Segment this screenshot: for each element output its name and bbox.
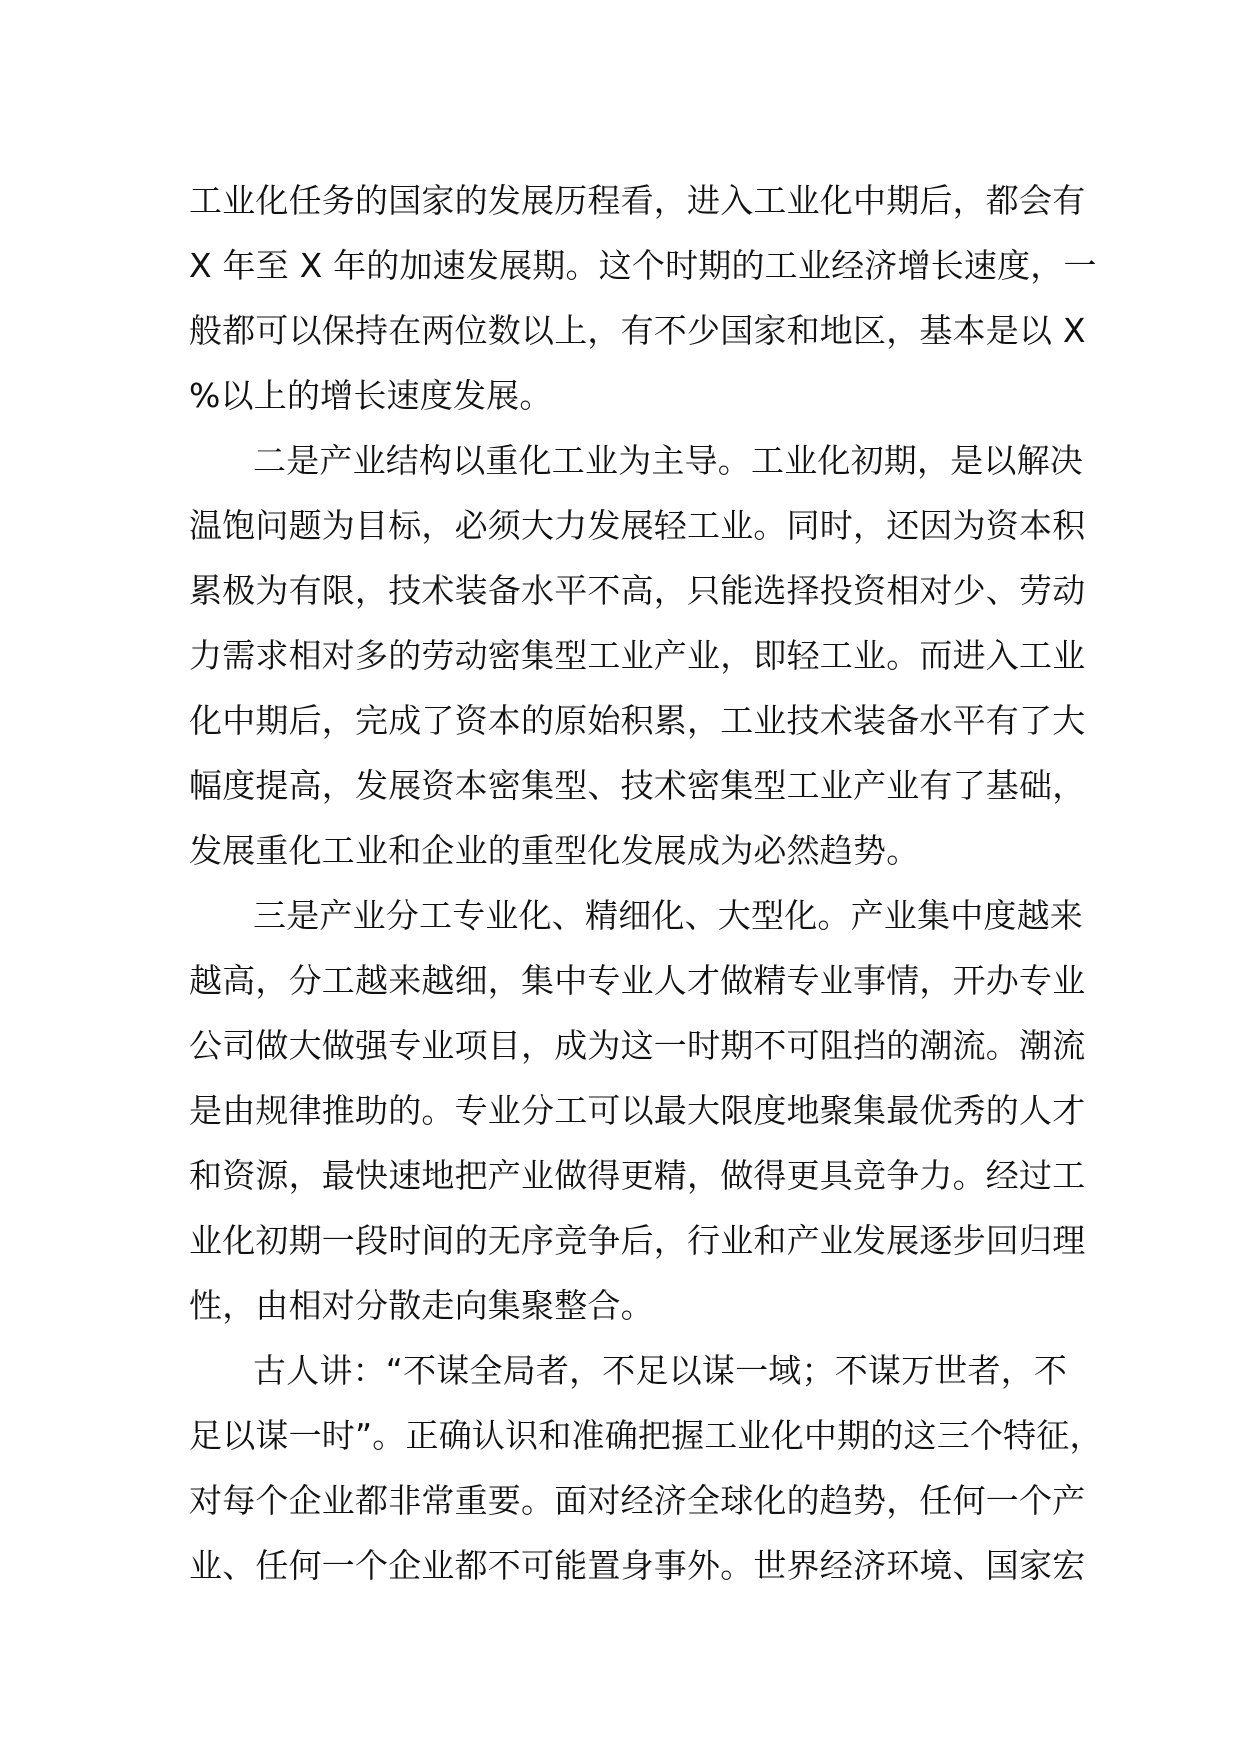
- paragraph-4-line-2: 足以谋一时”。正确认识和准确把握工业化中期的这三个特征，: [189, 1416, 1103, 1455]
- paragraph-3-line-6: 业化初期一段时间的无序竞争后，行业和产业发展逐步回归理: [189, 1221, 1086, 1260]
- document-body: [189, 168, 1103, 1598]
- paragraph-3-line-1: 三是产业分工专业化、精细化、大型化。产业集中度越来: [253, 896, 1083, 935]
- paragraph-4-line-1: 古人讲：“不谋全局者，不足以谋一域；不谋万世者，不: [253, 1351, 1068, 1390]
- paragraph-2-line-4: 力需求相对多的劳动密集型工业产业，即轻工业。而进入工业: [189, 636, 1086, 675]
- paragraph-1-line-3: 般都可以保持在两位数以上，有不少国家和地区，基本是以 X: [189, 311, 1086, 350]
- paragraph-3: [189, 883, 1086, 1338]
- paragraph-3-line-3: 公司做大做强专业项目，成为这一时期不可阻挡的潮流。潮流: [189, 1026, 1086, 1065]
- paragraph-1-line-1: 工业化任务的国家的发展历程看，进入工业化中期后，都会有: [189, 181, 1086, 220]
- paragraph-1-line-2: X 年至 X 年的加速发展期。这个时期的工业经济增长速度，一: [189, 246, 1097, 285]
- paragraph-3-line-4: 是由规律推助的。专业分工可以最大限度地聚集最优秀的人才: [189, 1091, 1086, 1130]
- paragraph-2-line-6: 幅度提高，发展资本密集型、技术密集型工业产业有了基础，: [189, 766, 1086, 805]
- paragraph-3-line-5: 和资源，最快速地把产业做得更精，做得更具竞争力。经过工: [189, 1156, 1086, 1195]
- paragraph-1: [189, 168, 1097, 428]
- paragraph-2-line-2: 温饱问题为目标，必须大力发展轻工业。同时，还因为资本积: [189, 506, 1086, 545]
- paragraph-2-line-5: 化中期后，完成了资本的原始积累，工业技术装备水平有了大: [189, 701, 1086, 740]
- paragraph-2-line-7: 发展重化工业和企业的重型化发展成为必然趋势。: [189, 831, 920, 870]
- paragraph-2-line-3: 累极为有限，技术装备水平不高，只能选择投资相对少、劳动: [189, 571, 1086, 610]
- paragraph-4-line-3: 对每个企业都非常重要。面对经济全球化的趋势，任何一个产: [189, 1481, 1086, 1520]
- paragraph-2-line-1: 二是产业结构以重化工业为主导。工业化初期，是以解决: [253, 441, 1083, 480]
- paragraph-3-line-7: 性，由相对分散走向集聚整合。: [189, 1286, 654, 1325]
- paragraph-3-line-2: 越高，分工越来越细，集中专业人才做精专业事情，开办专业: [189, 961, 1086, 1000]
- paragraph-2: [189, 428, 1086, 883]
- paragraph-1-line-4: %以上的增长速度发展。: [189, 376, 553, 415]
- paragraph-4: [189, 1338, 1103, 1598]
- paragraph-4-line-4: 业、任何一个企业都不可能置身事外。世界经济环境、国家宏: [189, 1546, 1086, 1585]
